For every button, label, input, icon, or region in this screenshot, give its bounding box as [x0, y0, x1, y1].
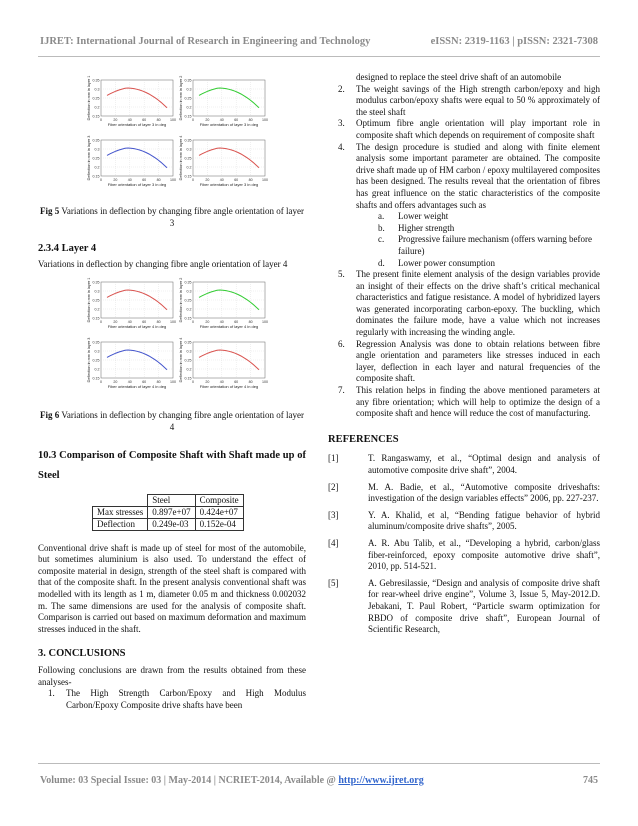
references-list	[328, 453, 600, 635]
y-tick-label: 0.35	[184, 138, 192, 143]
y-tick-label: 0.3	[94, 289, 100, 294]
x-tick-label: 100	[262, 118, 268, 122]
comparison-table	[92, 494, 244, 531]
x-tick-label: 40	[127, 178, 132, 182]
y-tick-label: 0.35	[184, 78, 192, 83]
plot-panel	[87, 338, 176, 389]
right-column	[328, 72, 600, 636]
list-item: designed to replace the steel drive shaft of an automobile	[356, 72, 562, 82]
x-tick-label: 100	[170, 118, 176, 122]
x-tick-label: 0	[192, 178, 194, 182]
y-tick-label: 0.3	[94, 349, 100, 354]
x-tick-label: 100	[262, 320, 268, 325]
list-item: 6. Regression Analysis was done to obtain relations between fibre angle orientation and parameters like stresses induced in each layer, deflection in each layer and natural frequencies of the composite shaft.	[338, 338, 600, 384]
x-tick-label: 40	[127, 380, 132, 385]
x-tick-label: 0	[100, 380, 102, 385]
figure-6-plots	[81, 276, 271, 404]
list-item: 7. This relation helps in finding the above mentioned parameters at any fibre orientation; which will help to optimize the design of a composite shaft and hence will reduce the cost of manufacturing.	[338, 385, 600, 419]
y-tick-label: 0.25	[92, 358, 100, 363]
x-tick-label: 60	[234, 380, 239, 385]
y-tick-label: 0.25	[184, 96, 192, 101]
header-rule	[38, 56, 600, 57]
x-tick-label: 100	[262, 380, 268, 385]
x-tick-label: 80	[156, 178, 161, 182]
y-tick-label: 0.3	[94, 87, 100, 92]
y-tick-label: 0.35	[92, 138, 100, 143]
x-axis-label: Fiber orientation of layer 4 in deg	[107, 324, 167, 330]
table-cell: 0.249e-03	[148, 518, 195, 530]
figure-6-caption: Fig 6 Variations in deflection by changing fibre angle orientation of layer 4	[39, 410, 304, 432]
y-tick-label: 0.15	[92, 114, 100, 119]
y-tick-label: 0.2	[186, 105, 192, 110]
reference-item: [3] Y. A. Khalid, et al, “Bending fatigue behavior of hybrid aluminum/composite drive shafts”, 2005.	[328, 509, 600, 532]
x-tick-label: 60	[142, 320, 147, 325]
conventional-shaft-paragraph: Conventional drive shaft is made up of steel for most of the automobile, but sometimes aluminium is also used. To understand the effect of composite material in design, strength of the steel shaft is compared with that of the composite shaft. In the present analysis conventional shaft was modelled with its length as 1 m, diameter 0.05 m and thickness 0.002032 m. The same dimensions are used for the analysis of composite shaft. Comparison is carried out based on maximum deformation and maximum stresses induced in the shaft.	[38, 542, 306, 634]
y-tick-label: 0.25	[184, 156, 192, 161]
section-2-3-4-title: 2.3.4 Layer 4	[38, 243, 97, 255]
y-axis-label: Deflection in mm in layer 3	[87, 135, 91, 181]
y-tick-label: 0.3	[186, 87, 192, 92]
x-tick-label: 80	[248, 118, 253, 122]
table-cell: 0.424e+07	[195, 506, 243, 518]
x-axis-label: Fiber orientation of layer 3 in deg	[107, 182, 167, 187]
table-cell: Max stresses	[93, 506, 148, 518]
list-item: 4. The design procedure is studied and along with finite element analysis some important parameter are obtained. The composite drive shaft made up of HM carbon / epoxy multilayered composites has been designed. The results reveal that the orientation of fibres has great influence on the static characteristics of the composite shafts and offers advantages such as	[338, 141, 600, 210]
conclusions-list-start	[38, 688, 306, 711]
plot-panel	[179, 136, 268, 187]
page-footer	[40, 775, 598, 786]
table-header: Composite	[195, 494, 243, 506]
table-header: Steel	[148, 494, 195, 506]
y-tick-label: 0.35	[184, 280, 192, 285]
table-cell: 0.152e-04	[195, 518, 243, 530]
x-tick-label: 0	[192, 380, 194, 385]
x-axis-label: Fiber orientation of layer 4 in deg	[199, 324, 259, 330]
references-title: REFERENCES	[328, 433, 399, 445]
y-tick-label: 0.15	[184, 174, 192, 179]
reference-item: [4] A. R. Abu Talib, et al., “Developing a hybrid, carbon/glass fiber-reinforced, epoxy composite automotive drive shaft”, 2010, pp. 514-521.	[328, 537, 600, 572]
x-tick-label: 60	[234, 320, 239, 325]
y-tick-label: 0.3	[186, 147, 192, 152]
x-tick-label: 100	[170, 178, 176, 182]
y-tick-label: 0.2	[94, 367, 100, 372]
section-10-3-title: 10.3 Comparison of Composite Shaft with Shaft made up of Steel	[38, 449, 306, 481]
y-axis-label: Deflection in mm in layer 2	[179, 75, 183, 121]
y-axis-label: Deflection in mm in layer 4	[179, 135, 183, 181]
y-tick-label: 0.15	[184, 114, 192, 119]
x-tick-label: 0	[192, 320, 194, 325]
x-tick-label: 60	[142, 380, 147, 385]
x-tick-label: 60	[142, 178, 147, 182]
journal-link[interactable]: http://www.ijret.org	[338, 775, 424, 786]
footer-text: Volume: 03 Special Issue: 03 | May-2014 | NCRIET-2014, Available @	[40, 775, 339, 786]
y-tick-label: 0.2	[94, 307, 100, 312]
y-tick-label: 0.15	[92, 316, 100, 321]
x-axis-label: Fiber orientation of layer 3 in deg	[199, 182, 259, 187]
table-cell	[93, 494, 148, 506]
table-row	[93, 494, 244, 506]
y-tick-label: 0.35	[92, 280, 100, 285]
x-tick-label: 20	[205, 380, 210, 385]
y-tick-label: 0.2	[186, 165, 192, 170]
y-tick-label: 0.3	[94, 147, 100, 152]
table-row	[93, 518, 244, 530]
figure-5-caption: Fig 5 Variations in deflection by changing fibre angle orientation of layer 3	[39, 206, 304, 228]
figure-6	[81, 276, 271, 426]
y-tick-label: 0.25	[184, 298, 192, 303]
y-tick-label: 0.2	[186, 307, 192, 312]
x-tick-label: 0	[100, 320, 102, 325]
y-axis-label: Deflection in mm in layer 2	[179, 278, 183, 323]
list-item: a. Lower weight	[378, 211, 449, 222]
issn: eISSN: 2319-1163 | pISSN: 2321-7308	[430, 36, 598, 47]
y-tick-label: 0.3	[186, 349, 192, 354]
conclusions-title: 3. CONCLUSIONS	[38, 648, 126, 660]
x-axis-label: Fiber orientation of layer 4 in deg	[199, 384, 259, 390]
table-cell: 0.897e+07	[148, 506, 195, 518]
y-tick-label: 0.15	[92, 376, 100, 381]
x-tick-label: 40	[219, 380, 224, 385]
x-tick-label: 0	[192, 118, 194, 122]
page-header	[40, 36, 598, 52]
x-tick-label: 20	[205, 178, 210, 182]
x-tick-label: 20	[205, 320, 210, 325]
x-tick-label: 20	[113, 320, 118, 325]
list-item: 3. Optimum fibre angle orientation will play important role in composite shaft which depends on requirement of composite shaft	[338, 118, 600, 140]
y-tick-label: 0.35	[92, 78, 100, 83]
plot-panel	[179, 76, 268, 127]
x-tick-label: 100	[170, 320, 176, 325]
x-tick-label: 60	[234, 178, 239, 182]
figure-5-plots	[81, 74, 271, 202]
y-tick-label: 0.2	[94, 165, 100, 170]
list-item: 2. The weight savings of the High strength carbon/epoxy and high modulus carbon/epoxy shafts were equal to 50 % approximately of the steel shaft	[338, 83, 600, 117]
plot-panel	[87, 136, 176, 187]
conclusions-list-cont	[328, 269, 600, 420]
x-tick-label: 80	[248, 380, 253, 385]
x-tick-label: 80	[156, 380, 161, 385]
advantages-list	[328, 211, 600, 269]
y-tick-label: 0.3	[186, 289, 192, 294]
x-tick-label: 40	[127, 320, 132, 325]
y-tick-label: 0.15	[184, 376, 192, 381]
page-number: 745	[583, 775, 598, 786]
x-tick-label: 80	[248, 320, 253, 325]
footer-rule	[38, 763, 600, 764]
x-tick-label: 80	[156, 320, 161, 325]
y-axis-label: Deflection in mm in layer 4	[179, 338, 183, 383]
plot-panel	[87, 76, 176, 127]
x-tick-label: 0	[100, 178, 102, 182]
x-tick-label: 40	[127, 118, 132, 122]
y-tick-label: 0.25	[184, 358, 192, 363]
y-axis-label: Deflection in mm in layer 3	[87, 338, 91, 383]
x-tick-label: 20	[113, 380, 118, 385]
x-tick-label: 80	[156, 118, 161, 122]
y-tick-label: 0.2	[94, 105, 100, 110]
y-tick-label: 0.2	[186, 367, 192, 372]
section-2-3-4-text: Variations in deflection by changing fibre angle orientation of layer 4	[38, 258, 288, 269]
x-axis-label: Fiber orientation of layer 3 in deg	[107, 122, 167, 127]
reference-item: [5] A. Gebresilassie, “Design and analysis of composite drive shaft for rear-wheel drive engine”, Volume 3, Issue 5, May-2012.D. Jebakani, T. Paul Robert, “Particle swarm optimization for RBDO of composite drive shaft”, European Journal of Scientific Research,	[328, 577, 600, 635]
x-tick-label: 40	[219, 178, 224, 182]
list-item: 5. The present finite element analysis of the design variables provide an insight of their effects on the drive shaft’s critical mechanical characteristics and fatigue resistance. A model of hybridized layers was generated incorporating carbon-epoxy. The buckling, which dominates the failure mode, have a value which not increases regularly with increasing the winding angle.	[338, 269, 600, 338]
table-row	[93, 506, 244, 518]
y-tick-label: 0.25	[92, 96, 100, 101]
plot-panel	[87, 278, 176, 329]
x-tick-label: 40	[219, 320, 224, 325]
journal-title: IJRET: International Journal of Research in Engineering and Technology	[40, 36, 371, 47]
y-tick-label: 0.25	[92, 298, 100, 303]
figure-5	[81, 74, 271, 224]
plot-panel	[179, 338, 268, 389]
y-tick-label: 0.35	[184, 340, 192, 345]
list-item: c. Progressive failure mechanism (offers warning before failure)	[378, 234, 593, 256]
x-tick-label: 20	[113, 118, 118, 122]
y-axis-label: Deflection in mm in layer 1	[87, 278, 91, 323]
conclusions-list	[328, 72, 600, 211]
plot-panel	[179, 278, 268, 329]
y-tick-label: 0.15	[92, 174, 100, 179]
x-tick-label: 60	[234, 118, 239, 122]
x-tick-label: 100	[262, 178, 268, 182]
x-tick-label: 20	[205, 118, 210, 122]
x-tick-label: 40	[219, 118, 224, 122]
x-tick-label: 80	[248, 178, 253, 182]
x-tick-label: 20	[113, 178, 118, 182]
list-item: 1. The High Strength Carbon/Epoxy and High Modulus Carbon/Epoxy Composite drive shafts have been	[48, 688, 306, 710]
reference-item: [1] T. Rangaswamy, et al., “Optimal design and analysis of automotive composite drive shaft”, 2004.	[328, 453, 600, 475]
x-axis-label: Fiber orientation of layer 4 in deg	[107, 384, 167, 390]
x-tick-label: 100	[170, 380, 176, 385]
x-tick-label: 0	[100, 118, 102, 122]
x-axis-label: Fiber orientation of layer 3 in deg	[199, 122, 259, 127]
x-tick-label: 60	[142, 118, 147, 122]
list-item: d. Lower power consumption	[378, 257, 495, 268]
list-item: b. Higher strength	[378, 222, 455, 233]
y-tick-label: 0.35	[92, 340, 100, 345]
y-axis-label: Deflection in mm in layer 1	[87, 75, 91, 121]
table-cell: Deflection	[93, 518, 148, 530]
left-column	[38, 74, 306, 711]
y-tick-label: 0.25	[92, 156, 100, 161]
reference-item: [2] M. A. Badie, et al., “Automotive composite driveshafts: investigation of the design variables effects” 2006, pp. 227-237.	[328, 481, 600, 504]
conclusions-intro: Following conclusions are drawn from the results obtained from these analyses-	[38, 664, 306, 687]
y-tick-label: 0.15	[184, 316, 192, 321]
